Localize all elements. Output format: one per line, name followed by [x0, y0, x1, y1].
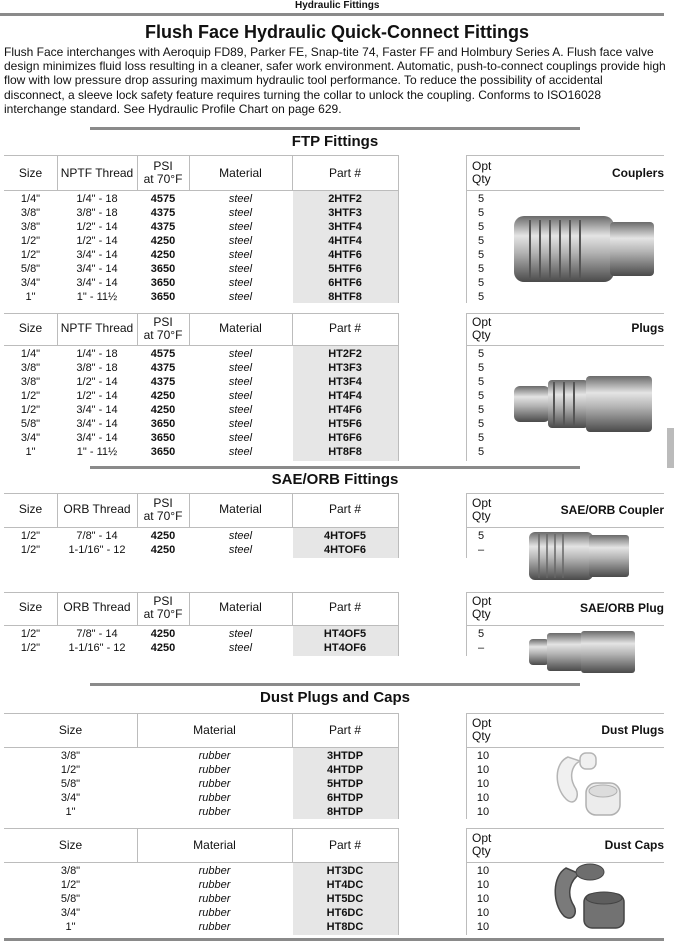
sae-plug-psi-col: 4250 4250: [150, 628, 176, 654]
dust-plugs-material-col: rubber rubber rubber rubber rubber: [198, 750, 231, 818]
col-psi: PSI at 70°F: [143, 159, 183, 186]
coupler-image: [510, 208, 660, 288]
col-opt-qty: Opt Qty: [472, 159, 492, 186]
col-material: Material: [219, 321, 262, 335]
couplers-size-col: 1/4" 3/8" 3/8" 1/2" 1/2" 5/8" 3/4" 1": [20, 193, 41, 303]
couplers-material-col: steel steel steel steel steel steel steel steel: [228, 193, 253, 303]
section-rule: [90, 127, 580, 130]
sae-plug-label: SAE/ORB Plug: [579, 601, 664, 615]
dust-plugs-label: Dust Plugs: [601, 723, 664, 737]
col-psi: PSI at 70°F: [143, 315, 183, 342]
sae-coupler-size-col: 1/2" 1/2": [20, 530, 41, 556]
page-header: Hydraulic Fittings: [295, 0, 380, 11]
section-rule: [90, 466, 580, 469]
dust-caps-qty-col: 10 10 10 10 10: [476, 865, 490, 933]
sae-coupler-qty-col: 5 –: [477, 530, 485, 556]
plugs-thread-col: 1/4" - 18 3/8" - 18 1/2" - 14 1/2" - 14 3/4" - 14 3/4" - 14 3/4" - 14 1" - 11½: [76, 348, 118, 458]
dust-cap-image: [550, 860, 640, 935]
couplers-psi-col: 4575 4375 4375 4250 4250 3650 3650 3650: [150, 193, 176, 303]
sae-coupler-psi-col: 4250 4250: [150, 530, 176, 556]
sae-coupler-image: [525, 526, 635, 586]
section-rule: [90, 683, 580, 686]
dust-caps-label: Dust Caps: [604, 838, 664, 852]
couplers-qty-col: 5 5 5 5 5 5 5 5: [477, 193, 485, 303]
sae-coupler-material-col: steel steel: [228, 530, 253, 556]
col-thread: ORB Thread: [63, 600, 131, 614]
sae-plug-qty-col: 5 –: [477, 628, 485, 654]
col-material: Material: [219, 502, 262, 516]
col-part: Part #: [328, 321, 361, 335]
col-thread: NPTF Thread: [60, 321, 134, 335]
intro-paragraph: Flush Face interchanges with Aeroquip FD89, Parker FE, Snap-tite 74, Faster FF and Holmbury Series A. Flush face valve design minimizes fluid loss resulting in a cleaner, safer work environment. Automatic, push-to-connect couplings provide high flow with low pressure drop assuring maximum hydraulic tool performance. To reduce the possibility of accidental disconnect, a sleeve lock safety feature requires turning the collar to unlock the coupling. Conforms to ISO16028 interchange standard. See Hydraulic Profile Chart on page 629.: [4, 45, 666, 116]
dust-caps-size-col: 3/8" 1/2" 5/8" 3/4" 1": [60, 865, 81, 933]
col-size: Size: [18, 321, 43, 335]
sae-plug-thread-col: 7/8" - 14 1-1/16" - 12: [68, 628, 126, 654]
col-part: Part #: [328, 723, 361, 737]
col-part: Part #: [328, 502, 361, 516]
plugs-psi-col: 4575 4375 4375 4250 4250 3650 3650 3650: [150, 348, 176, 458]
col-thread: NPTF Thread: [60, 166, 134, 180]
sae-plug-image: [525, 627, 640, 677]
couplers-thread-col: 1/4" - 18 3/8" - 18 1/2" - 14 1/2" - 14 3/4" - 14 3/4" - 14 3/4" - 14 1" - 11½: [76, 193, 118, 303]
col-opt-qty: Opt Qty: [472, 831, 492, 858]
plugs-material-col: steel steel steel steel steel steel steel steel: [228, 348, 253, 458]
sae-coupler-label: SAE/ORB Coupler: [560, 503, 664, 517]
col-opt-qty: Opt Qty: [472, 496, 492, 523]
col-part: Part #: [328, 600, 361, 614]
col-opt-qty: Opt Qty: [472, 716, 492, 743]
col-size: Size: [18, 502, 43, 516]
col-opt-qty: Opt Qty: [472, 594, 492, 621]
section-title-ftp: FTP Fittings: [291, 133, 379, 150]
col-size: Size: [58, 838, 83, 852]
col-part: Part #: [328, 166, 361, 180]
dust-plugs-part-col: 3HTDP 4HTDP 5HTDP 6HTDP 8HTDP: [326, 750, 364, 818]
dust-caps-material-col: rubber rubber rubber rubber rubber: [198, 865, 231, 933]
col-material: Material: [219, 600, 262, 614]
section-title-dust: Dust Plugs and Caps: [259, 689, 411, 706]
couplers-part-col: 2HTF2 3HTF3 3HTF4 4HTF4 4HTF6 5HTF6 6HTF6 8HTF8: [328, 193, 362, 303]
col-material: Material: [193, 723, 236, 737]
page-edge-tab: [667, 428, 674, 468]
dust-plugs-size-col: 3/8" 1/2" 5/8" 3/4" 1": [60, 750, 81, 818]
col-size: Size: [18, 166, 43, 180]
sae-coupler-thread-col: 7/8" - 14 1-1/16" - 12: [68, 530, 126, 556]
sae-coupler-part-col: 4HTOF5 4HTOF6: [324, 530, 366, 556]
col-psi: PSI at 70°F: [143, 594, 183, 621]
col-size: Size: [18, 600, 43, 614]
plugs-size-col: 1/4" 3/8" 3/8" 1/2" 1/2" 5/8" 3/4" 1": [20, 348, 41, 458]
sae-plug-size-col: 1/2" 1/2": [20, 628, 41, 654]
plug-image: [510, 370, 660, 440]
page-title: Flush Face Hydraulic Quick-Connect Fittings: [144, 22, 530, 42]
dust-plugs-qty-col: 10 10 10 10 10: [476, 750, 490, 818]
header-rule: [0, 13, 664, 16]
col-opt-qty: Opt Qty: [472, 315, 492, 342]
sae-plug-material-col: steel steel: [228, 628, 253, 654]
col-size: Size: [58, 723, 83, 737]
footer-rule: [4, 938, 664, 941]
plugs-qty-col: 5 5 5 5 5 5 5 5: [477, 348, 485, 458]
couplers-label: Couplers: [611, 166, 664, 180]
col-thread: ORB Thread: [63, 502, 131, 516]
col-part: Part #: [328, 838, 361, 852]
col-material: Material: [193, 838, 236, 852]
col-material: Material: [219, 166, 262, 180]
dust-plug-image: [550, 747, 630, 822]
dust-caps-part-col: HT3DC HT4DC HT5DC HT6DC HT8DC: [326, 865, 364, 933]
section-title-sae: SAE/ORB Fittings: [271, 471, 399, 488]
plugs-part-col: HT2F2 HT3F3 HT3F4 HT4F4 HT4F6 HT5F6 HT6F6 HT8F8: [328, 348, 362, 458]
col-psi: PSI at 70°F: [143, 496, 183, 523]
plugs-label: Plugs: [631, 321, 664, 335]
sae-plug-part-col: HT4OF5 HT4OF6: [323, 628, 367, 654]
